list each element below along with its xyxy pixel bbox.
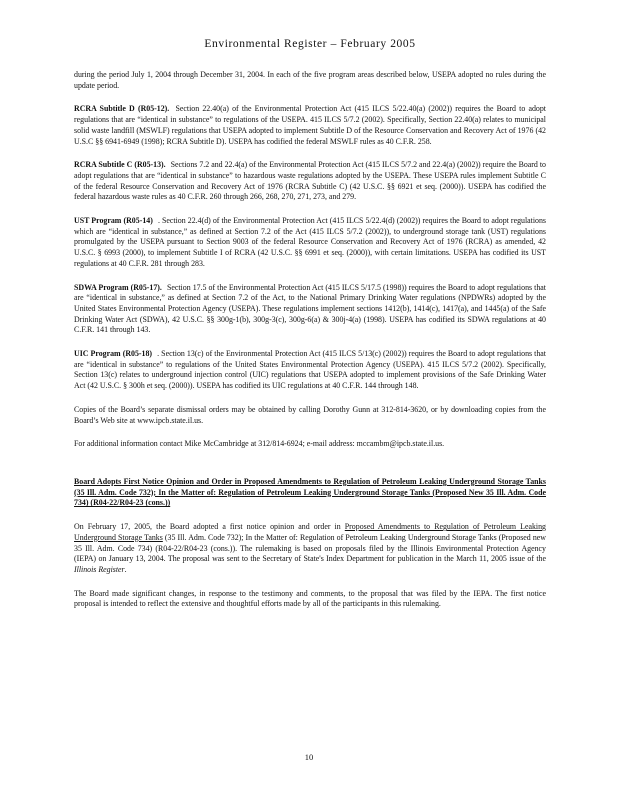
program-rcra-subtitle-c: [74, 160, 546, 203]
program-text: . Section 13(c) of the Environmental Protection Act (415 ILCS 5/13(c) (2002)) requires the Board to adopt regulations that are “identical in substance” to regulations of the United States Environmental Protection Agency (USEPA). 415 ILCS 5/7.2 (2002). Specifically, Section 13(c) relates to underground injection control (UIC) regulations that USEPA adopted to implement provisions of the Safe Drinking Water Act (42 U.S.C. § 300h et seq. (2000)). USEPA has codified its UIC regulations at 40 C.F.R. 144 through 148.: [74, 349, 547, 391]
program-rcra-subtitle-d: [74, 104, 546, 147]
page-number: 10: [304, 752, 314, 762]
program-uic: [74, 349, 546, 392]
document-page: [74, 38, 546, 623]
program-heading: SDWA Program (R05-17).: [74, 282, 162, 292]
notice-text: On February 17, 2005, the Board adopted a first notice opinion and order in: [74, 522, 345, 532]
program-text: . Section 22.4(d) of the Environmental Protection Act (415 ILCS 5/22.4(d) (2002)) requires the Board to adopt regulations which are “identical in substance,” as defined at Section 7.2 of the Act (415 ILCS 5/7.2 (2002)), to underground storage tank (UST) regulations promulgated by the USEPA pursuant to Section 9003 of the federal Resource Conservation and Recovery Act of 1976 (RCRA) as amended, 42 U.S.C. § 6993 (2000), to implement Subtitle I of RCRA (42 U.S.C. §§ 6991 et seq. (2000)), with certain limitations. USEPA has codified its UST regulations at 40 C.F.R. 281 through 283.: [74, 216, 546, 268]
notice-heading: Board Adopts First Notice Opinion and Order in Proposed Amendments to Regulation of Petroleum Leaking Underground Storage Tanks (35 Ill. Adm. Code 732); In the Matter of: Regulation of Petroleum Leaking Underground Storage Tanks (Proposed New 35 Ill. Adm. Code 734) (R04-22/R04-23 (cons.)): [74, 476, 546, 508]
notice-text: .: [124, 564, 127, 574]
program-text: Section 17.5 of the Environmental Protection Act (415 ILCS 5/17.5 (1998)) requires the Board to adopt regulations that are “identical in substance,” as defined at Section 7.2 of the Act, to the National Primary Drinking Water regulations (NPDWRs) adopted by the United States Environmental Protection Agency (USEPA). These regulations implement sections 1412(b), 1414(c), 1417(a), and 1445(a) of the Safe Drinking Water Act (SDWA), 42 U.S.C. §§ 300g-1(b), 300g-3(c), 300g-6(a) & 300j-4(a) (1998). USEPA has codified its SDWA regulations at 40 C.F.R. 141 through 143.: [74, 282, 546, 335]
intro-paragraph: during the period July 1, 2004 through December 31, 2004. In each of the five program areas described below, USEPA adopted no rules during the update period.: [74, 70, 546, 90]
notice-paragraph: [74, 522, 546, 576]
page-header: Environmental Register – February 2005: [204, 38, 416, 50]
program-heading: UIC Program (R05-18): [74, 349, 153, 359]
publication-name: Illinois Register: [74, 564, 125, 574]
program-heading: UST Program (R05-14): [74, 216, 153, 226]
program-heading: RCRA Subtitle C (R05-13).: [74, 160, 166, 170]
notice-text: (35 Ill. Adm. Code 732); In the Matter of: Regulation of Petroleum Leaking Underground Storage Tanks (Proposed new 35 Ill. Adm. Code 734) (R04-22/R04-23 (cons.)). The rulemaking is based on proposals filed by the Illinois Environmental Protection Agency (IEPA) on January 13, 2004. The proposal was sent to the Secretary of State's Index Department for publication in the March 11, 2005 issue of the: [74, 532, 546, 564]
program-heading: RCRA Subtitle D (R05-12).: [74, 104, 170, 114]
program-text: Sections 7.2 and 22.4(a) of the Environmental Protection Act (415 ILCS 5/7.2 and 22.4(a) (2002)) require the Board to adopt regulations that are “identical in substance” to hazardous waste regulations adopted by the USEPA. These USEPA rules implement Subtitle C of the federal Resource Conservation and Recovery Act of 1976 (RCRA Subtitle C) (42 U.S.C. §§ 6921 et seq. (2000)). USEPA has codified the federal hazardous waste rules as 40 C.F.R. 260 through 266, 268, 270, 271, 273, and 279.: [74, 160, 546, 202]
proceeding-title: Proposed Amendments to Regulation of Petroleum Leaking Underground Storage Tanks: [74, 522, 546, 542]
program-ust: [74, 216, 546, 270]
changes-paragraph: The Board made significant changes, in response to the testimony and comments, to the proposal that was filed by the IEPA. The first notice proposal is intended to reflect the extensive and thoughtful efforts made by all of the participants in this rulemaking.: [74, 588, 546, 609]
program-sdwa: [74, 283, 546, 337]
copies-paragraph: Copies of the Board’s separate dismissal orders may be obtained by calling Dorothy Gunn at 312-814-3620, or by downloading copies from the Board’s Web site at www.ipcb.state.il.us.: [74, 404, 546, 425]
program-text: Section 22.40(a) of the Environmental Protection Act (415 ILCS 5/22.40(a) (2002)) requires the Board to adopt regulations that are “identical in substance” to regulations of the USEPA. 415 ILCS 5/7.2 (2002). Specifically, Section 22.40(a) relates to municipal solid waste landfill (MSWLF) regulations that USEPA adopted to implement Subtitle D of the Resource Conservation and Recovery Act of 1976 (42 U.S.C §§ 6941-6949 (1998); RCRA Subtitle D). USEPA has codified the federal MSWLF rules as 40 C.F.R. 258.: [74, 104, 546, 146]
contact-paragraph: For additional information contact Mike McCambridge at 312/814-6924; e-mail address: mccambm@ipcb.state.il.us.: [74, 439, 445, 449]
